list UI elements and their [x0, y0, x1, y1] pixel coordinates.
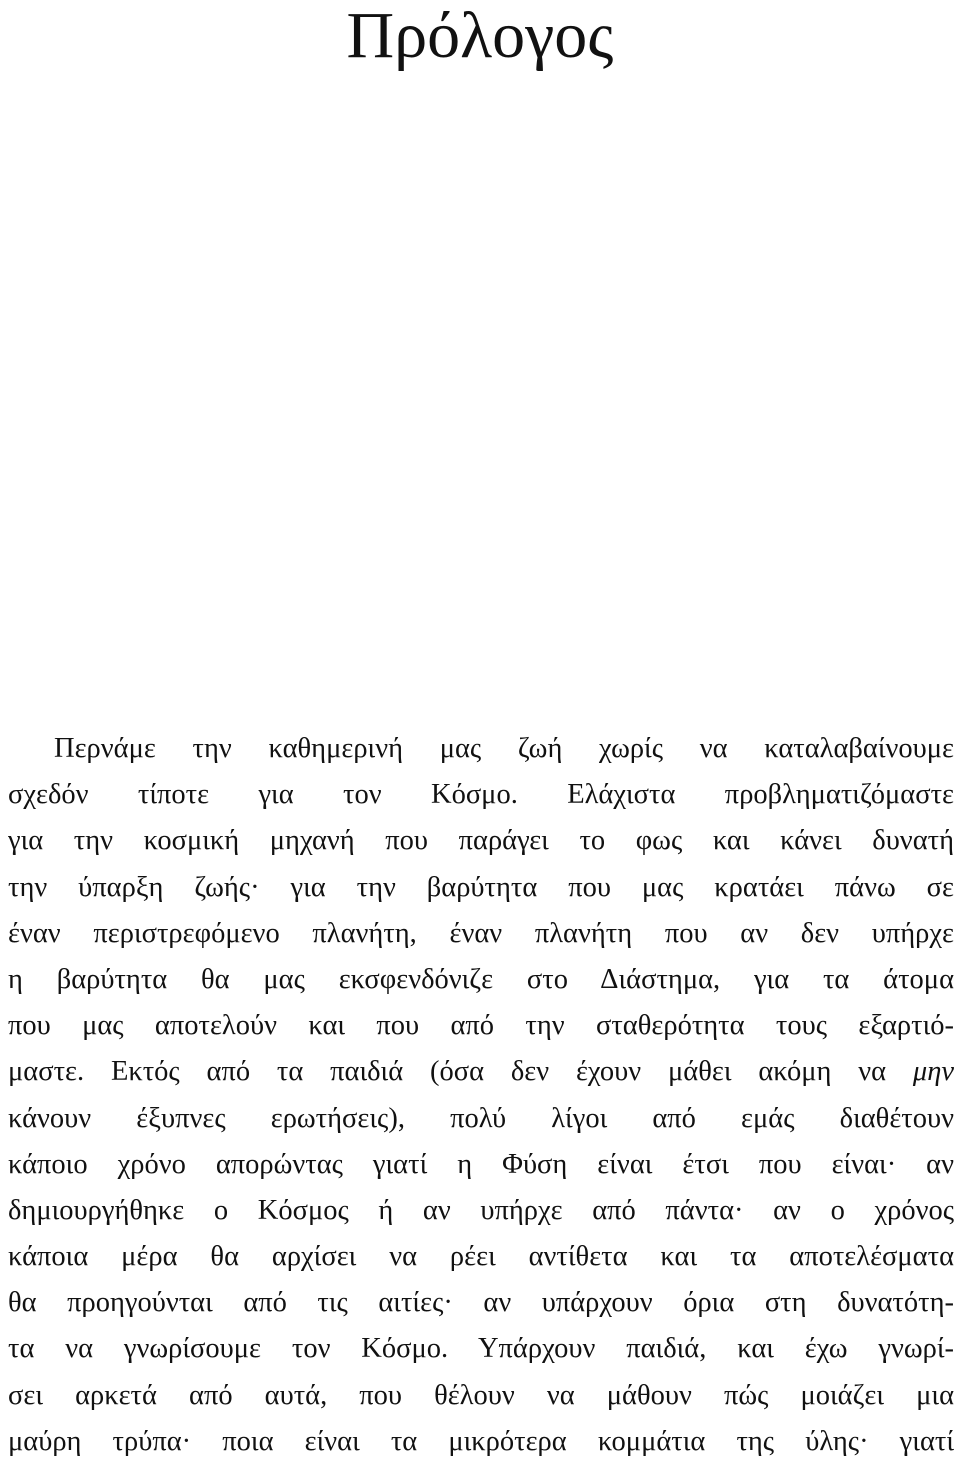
- text-line: μαύρη τρύπα· ποια είναι τα μικρότερα κομμάτια της ύλης· γιατί: [8, 1425, 954, 1457]
- chapter-title: Πρόλογος: [346, 0, 614, 72]
- text-line: δημιουργήθηκε ο Κόσμος ή αν υπήρχε από πάντα· αν ο χρόνος: [8, 1194, 954, 1226]
- text-line: την ύπαρξη ζωής· για την βαρύτητα που μας κρατάει πάνω σε: [8, 871, 954, 903]
- text-line: θα προηγούνται από τις αιτίες· αν υπάρχουν όρια στη δυνατότη-: [8, 1287, 954, 1319]
- text-segment: μαστε. Εκτός από τα παιδιά (όσα δεν έχουν μάθει ακόμη να: [8, 1056, 913, 1088]
- text-line: σει αρκετά από αυτά, που θέλουν να μάθουν πώς μοιάζει μια: [8, 1379, 954, 1411]
- emphasized-word: μην: [912, 1056, 954, 1088]
- text-line: Περνάμε την καθημερινή μας ζωή χωρίς να καταλαβαίνουμε: [54, 733, 954, 764]
- text-line-with-emphasis: [8, 1049, 954, 1095]
- body-paragraph: [8, 726, 954, 1465]
- text-line: κάποια μέρα θα αρχίσει να ρέει αντίθετα και τα αποτελέσματα: [8, 1241, 954, 1273]
- text-line: που μας αποτελούν και που από την σταθερότητα τους εξαρτιό-: [8, 1010, 954, 1042]
- text-line: για την κοσμική μηχανή που παράγει το φως και κάνει δυνατή: [8, 825, 954, 857]
- text-line: τα να γνωρίσουμε τον Κόσμο. Υπάρχουν παιδιά, και έχω γνωρί-: [8, 1333, 954, 1365]
- text-line: κάποιο χρόνο απορώντας γιατί η Φύση είναι έτσι που είναι· αν: [8, 1148, 954, 1180]
- text-line: η βαρύτητα θα μας εκσφενδόνιζε στο Διάστημα, για τα άτομα: [8, 963, 954, 995]
- text-line: έναν περιστρεφόμενο πλανήτη, έναν πλανήτη που αν δεν υπήρχε: [8, 917, 954, 949]
- text-line: σχεδόν τίποτε για τον Κόσμο. Ελάχιστα προβληματιζόμαστε: [8, 779, 954, 811]
- text-line: κάνουν έξυπνες ερωτήσεις), πολύ λίγοι από εμάς διαθέτουν: [8, 1102, 954, 1134]
